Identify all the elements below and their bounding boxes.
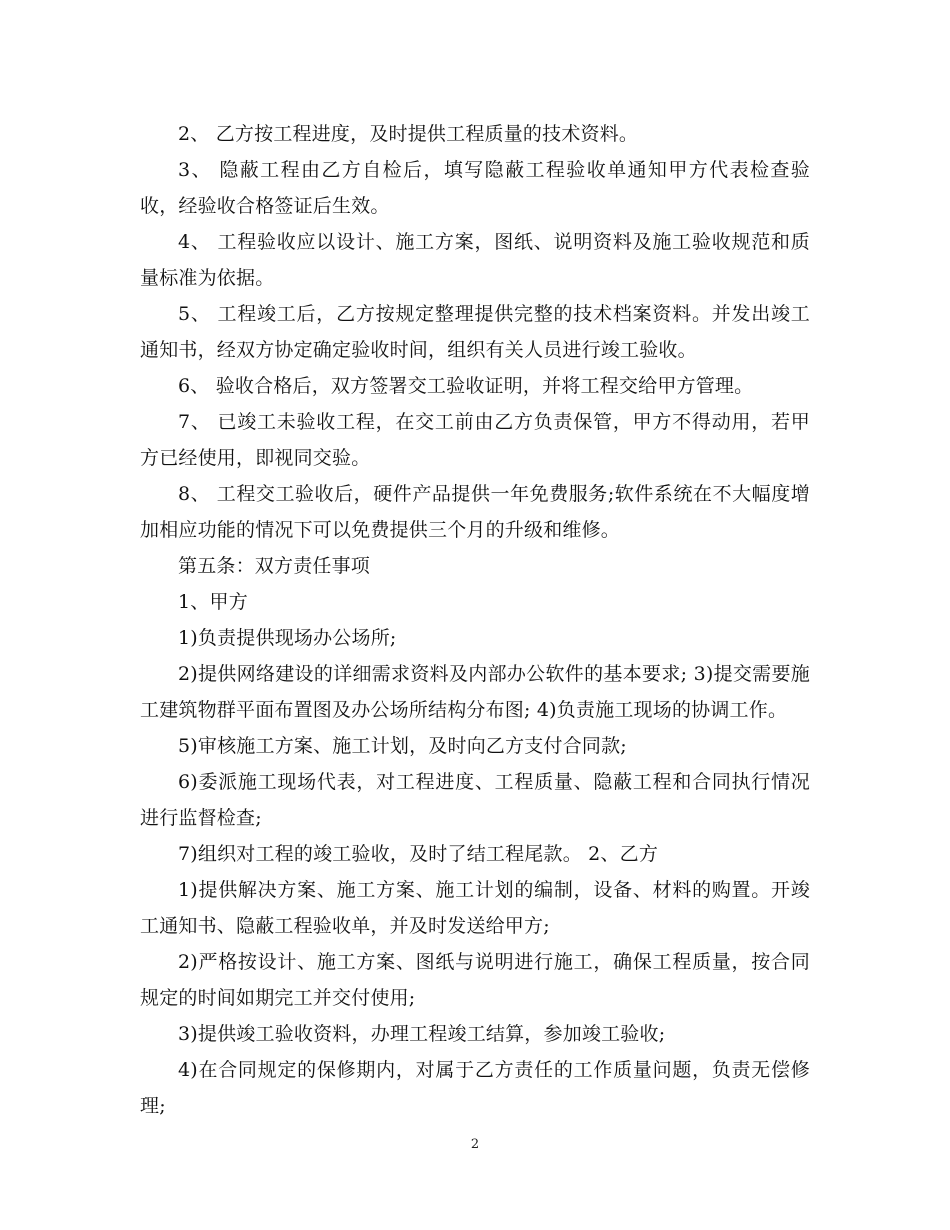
paragraph-item-5: 5、 工程竣工后，乙方按规定整理提供完整的技术档案资料。并发出竣工通知书，经双方协定确定验收时间，组织有关人员进行竣工验收。 [140,303,810,361]
party-a-duty-5: 5)审核施工方案、施工计划，及时向乙方支付合同款; [178,735,627,757]
paragraph-item-8: 8、 工程交工验收后，硬件产品提供一年免费服务;软件系统在不大幅度增加相应功能的情况下可以免费提供三个月的升级和维修。 [140,483,810,541]
paragraph-item-7: 7、 已竣工未验收工程，在交工前由乙方负责保管，甲方不得动用，若甲方已经使用，即视同交验。 [140,411,810,469]
party-b-duty-2: 2)严格按设计、施工方案、图纸与说明进行施工，确保工程质量，按合同规定的时间如期完工并交付使用; [140,951,810,1009]
party-b-duty-4: 4)在合同规定的保修期内，对属于乙方责任的工作质量问题，负责无偿修理; [140,1059,810,1117]
party-a-duty-2-4: 2)提供网络建设的详细需求资料及内部办公软件的基本要求; 3)提交需要施工建筑物群平面布置图及办公场所结构分布图; 4)负责施工现场的协调工作。 [140,663,810,721]
document-body [140,116,810,1124]
party-b-duty-3: 3)提供竣工验收资料，办理工程竣工结算，参加竣工验收; [178,1023,666,1045]
paragraph-item-3: 3、 隐蔽工程由乙方自检后，填写隐蔽工程验收单通知甲方代表检查验收，经验收合格签证后生效。 [140,159,810,217]
page-number: 2 [470,1137,480,1152]
section-heading-article-5: 第五条：双方责任事项 [178,555,371,577]
paragraph-item-6: 6、 验收合格后，双方签署交工验收证明，并将工程交给甲方管理。 [178,375,754,397]
paragraph-item-4: 4、 工程验收应以设计、施工方案，图纸、说明资料及施工验收规范和质量标准为依据。 [140,231,810,289]
subheading-party-a: 1、甲方 [178,591,248,613]
party-b-duty-1: 1)提供解决方案、施工方案、施工计划的编制，设备、材料的购置。开竣工通知书、隐蔽工程验收单，并及时发送给甲方; [140,879,810,937]
party-a-duty-6: 6)委派施工现场代表，对工程进度、工程质量、隐蔽工程和合同执行情况进行监督检查; [140,771,810,829]
party-a-duty-7: 7)组织对工程的竣工验收，及时了结工程尾款。 2、乙方 [178,843,659,865]
party-a-duty-1: 1)负责提供现场办公场所; [178,627,397,649]
paragraph-item-2: 2、 乙方按工程进度，及时提供工程质量的技术资料。 [178,123,639,145]
